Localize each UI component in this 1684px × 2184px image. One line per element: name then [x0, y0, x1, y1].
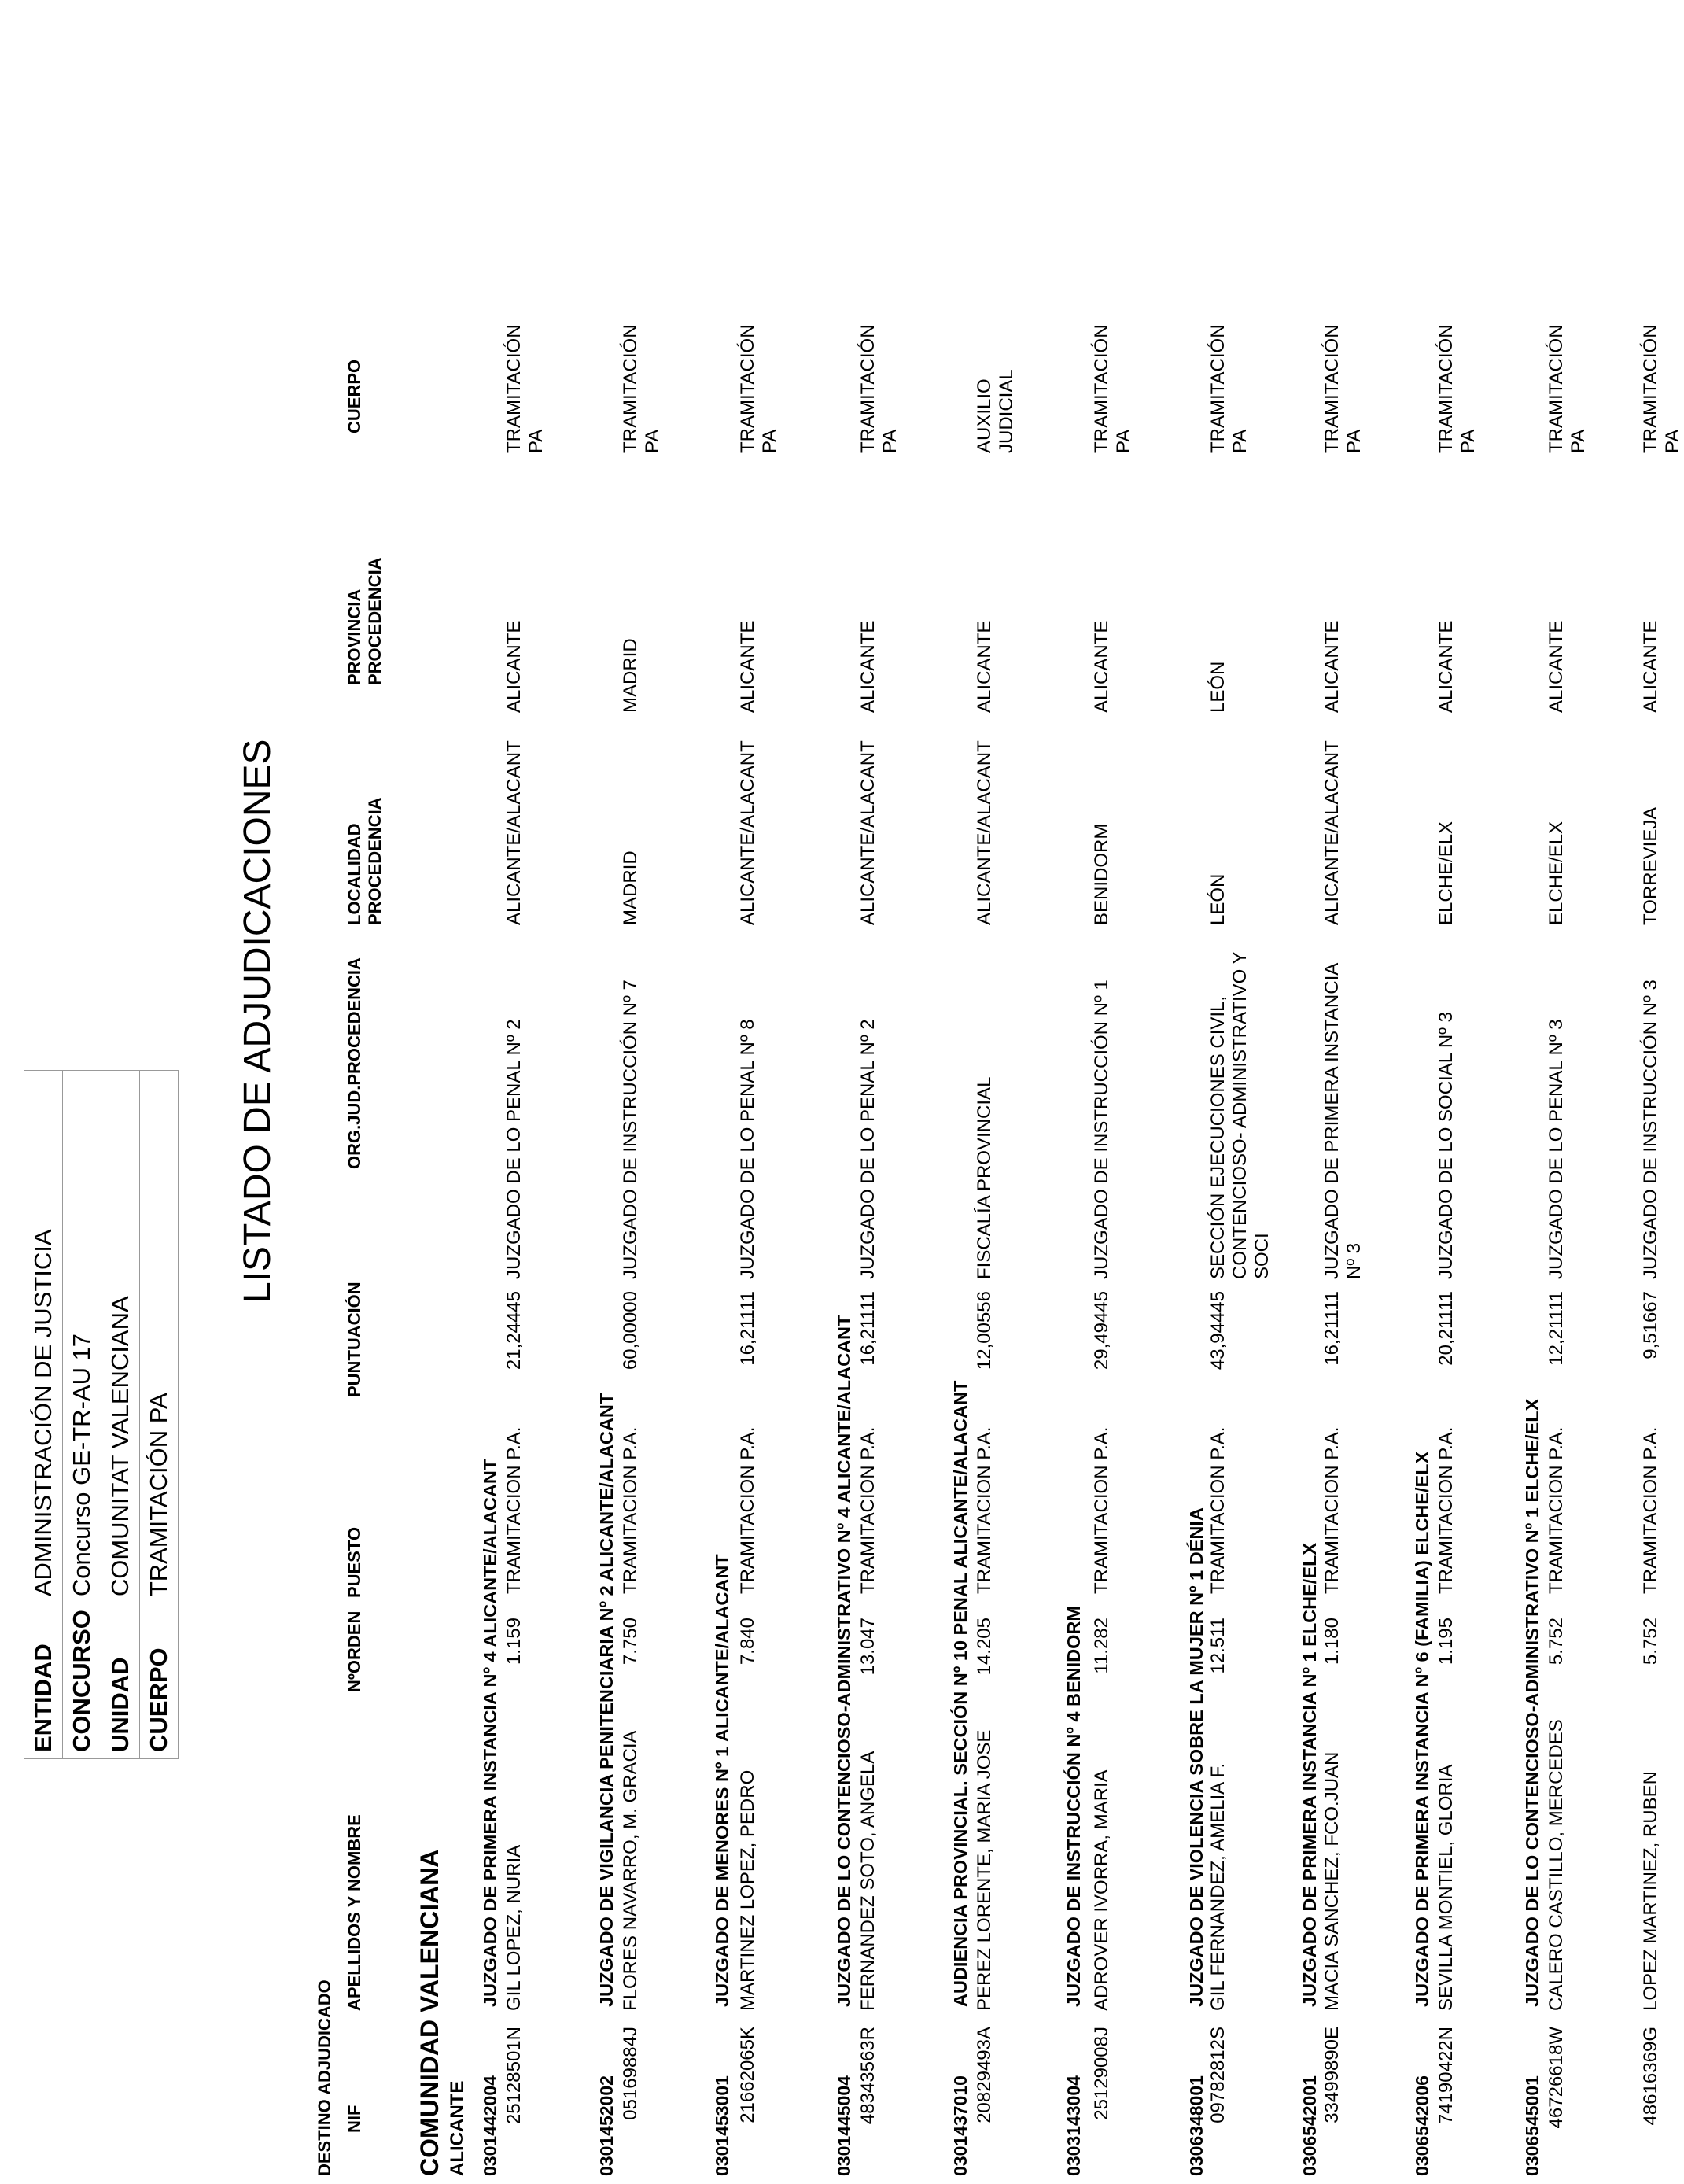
- org-cell: SECCIÓN EJECUCIONES CIVIL, CONTENCIOSO- ADMINISTRATIVO Y SOCI: [1207, 951, 1273, 1279]
- org-cell: JUZGADO DE INSTRUCCIÓN Nº 1: [1091, 979, 1112, 1279]
- section-title: COMUNIDAD VALENCIANA: [415, 1849, 444, 2176]
- nif-cell: 09782812S: [1207, 2027, 1229, 2123]
- col-orden-header: NºORDEN: [345, 1610, 364, 1692]
- puntuacion-cell: 20,21111: [1435, 1291, 1457, 1366]
- orden-cell: 1.195: [1435, 1618, 1457, 1666]
- cuerpo-cell: TRAMITACIÓN PA: [503, 324, 547, 453]
- puntuacion-cell: 12,00556: [974, 1291, 995, 1371]
- nombre-cell: LOPEZ MARTINEZ, RUBEN: [1640, 1771, 1661, 2011]
- orden-cell: 7.750: [620, 1618, 641, 1666]
- col-localidad-header: LOCALIDAD PROCEDENCIA: [345, 797, 385, 925]
- header-table: [24, 1070, 179, 1759]
- nif-cell: 25128501N: [503, 2027, 525, 2125]
- nif-cell: 05169884J: [620, 2027, 641, 2120]
- destino-name: JUZGADO DE MENORES Nº 1 ALICANTE/ALACANT: [712, 1554, 732, 2007]
- nombre-cell: MACIA SANCHEZ, FCO.JUAN: [1321, 1751, 1343, 2011]
- orden-cell: 1.159: [503, 1618, 525, 1666]
- puesto-cell: TRAMITACION P.A.: [974, 1426, 995, 1594]
- puesto-cell: TRAMITACION P.A.: [1546, 1426, 1567, 1594]
- localidad-cell: BENIDORM: [1091, 823, 1112, 925]
- puesto-cell: TRAMITACION P.A.: [737, 1426, 758, 1594]
- org-cell: FISCALÍA PROVINCIAL: [974, 1076, 995, 1279]
- orden-cell: 5.752: [1546, 1618, 1567, 1666]
- header-value: ADMINISTRACIÓN DE JUSTICIA: [24, 1071, 63, 1603]
- puesto-cell: TRAMITACION P.A.: [1640, 1426, 1661, 1594]
- provincia-cell: ALICANTE: [1321, 620, 1343, 713]
- destino-name: JUZGADO DE VIOLENCIA SOBRE LA MUJER Nº 1 DÉNIA: [1186, 1507, 1207, 2007]
- nombre-cell: MARTINEZ LOPEZ, PEDRO: [737, 1769, 758, 2011]
- puntuacion-cell: 16,21111: [737, 1291, 758, 1366]
- destino-name: JUZGADO DE PRIMERA INSTANCIA Nº 4 ALICANTE/ALACANT: [480, 1459, 500, 2007]
- puntuacion-cell: 16,21111: [857, 1291, 879, 1366]
- header-row: [101, 1071, 140, 1759]
- puesto-cell: TRAMITACION P.A.: [1207, 1426, 1229, 1594]
- nif-cell: 25129008J: [1091, 2027, 1112, 2120]
- nif-cell: 20829493A: [974, 2027, 995, 2123]
- orden-cell: 5.752: [1640, 1618, 1661, 1666]
- org-cell: JUZGADO DE LO PENAL Nº 2: [503, 1019, 525, 1279]
- provincia-cell: MADRID: [620, 638, 641, 713]
- org-cell: JUZGADO DE PRIMERA INSTANCIA Nº 3: [1321, 964, 1365, 1279]
- cuerpo-cell: TRAMITACIÓN PA: [1321, 324, 1365, 453]
- puesto-cell: TRAMITACION P.A.: [1321, 1426, 1343, 1594]
- nif-cell: 48343563R: [857, 2027, 879, 2125]
- nif-cell: 21662065K: [737, 2027, 758, 2123]
- puesto-cell: TRAMITACION P.A.: [1435, 1426, 1457, 1594]
- puesto-cell: TRAMITACION P.A.: [857, 1426, 879, 1594]
- provincia-cell: ALICANTE: [857, 620, 879, 713]
- org-cell: JUZGADO DE LO PENAL Nº 8: [737, 1019, 758, 1279]
- destino-code: 0306348001: [1186, 2075, 1207, 2176]
- cuerpo-cell: TRAMITACIÓN PA: [1546, 324, 1589, 453]
- cuerpo-cell: TRAMITACIÓN PA: [857, 324, 901, 453]
- localidad-cell: ALICANTE/ALACANT: [737, 740, 758, 925]
- nombre-cell: PEREZ LORENTE, MARIA JOSE: [974, 1729, 995, 2011]
- nombre-cell: GIL FERNANDEZ, AMELIA F.: [1207, 1762, 1229, 2011]
- province-title: ALICANTE: [447, 2080, 468, 2176]
- header-row: [24, 1071, 63, 1759]
- header-label: CONCURSO: [63, 1603, 101, 1759]
- col-puntuacion-header: PUNTUACIÓN: [345, 1282, 364, 1397]
- puntuacion-cell: 43,94445: [1207, 1291, 1229, 1371]
- header-value: TRAMITACIÓN PA: [140, 1071, 179, 1603]
- header-value: COMUNITAT VALENCIANA: [101, 1071, 140, 1603]
- cuerpo-cell: TRAMITACIÓN PA: [620, 324, 663, 453]
- nif-cell: 46726618W: [1546, 2027, 1567, 2129]
- destino-name: JUZGADO DE PRIMERA INSTANCIA Nº 1 ELCHE/ELX: [1299, 1542, 1320, 2007]
- orden-cell: 13.047: [857, 1618, 879, 1676]
- provincia-cell: LEÓN: [1207, 661, 1229, 713]
- nombre-cell: FLORES NAVARRO, M. GRACIA: [620, 1730, 641, 2011]
- provincia-cell: ALICANTE: [1546, 620, 1567, 713]
- localidad-cell: ALICANTE/ALACANT: [974, 740, 995, 925]
- puntuacion-cell: 21,24445: [503, 1291, 525, 1371]
- cuerpo-cell: AUXILIO JUDICIAL: [974, 369, 1017, 453]
- col-puesto-header: PUESTO: [345, 1526, 364, 1598]
- org-cell: JUZGADO DE LO SOCIAL Nº 3: [1435, 1012, 1457, 1279]
- destino-code: 0301453001: [712, 2075, 732, 2176]
- destino-code: 0306542006: [1412, 2075, 1432, 2176]
- localidad-cell: ELCHE/ELX: [1546, 821, 1567, 925]
- nif-cell: 48616369G: [1640, 2027, 1661, 2126]
- destino-code: 0301445004: [834, 2075, 854, 2176]
- puntuacion-cell: 60,00000: [620, 1291, 641, 1371]
- nombre-cell: GIL LOPEZ, NURIA: [503, 1844, 525, 2011]
- orden-cell: 7.840: [737, 1618, 758, 1666]
- puesto-cell: TRAMITACION P.A.: [503, 1426, 525, 1594]
- orden-cell: 12.511: [1207, 1618, 1229, 1674]
- destino-name: AUDIENCIA PROVINCIAL. SECCIÓN Nº 10 PENAL ALICANTE/ALACANT: [950, 1380, 971, 2007]
- org-cell: JUZGADO DE LO PENAL Nº 2: [857, 1019, 879, 1279]
- destino-name: JUZGADO DE INSTRUCCIÓN Nº 4 BENIDORM: [1063, 1606, 1084, 2007]
- puntuacion-cell: 29,49445: [1091, 1291, 1112, 1371]
- orden-cell: 14.205: [974, 1618, 995, 1676]
- destino-name: JUZGADO DE LO CONTENCIOSO-ADMINISTRATIVO Nº 4 ALICANTE/ALACANT: [834, 1315, 854, 2007]
- org-cell: JUZGADO DE LO PENAL Nº 3: [1546, 1019, 1567, 1279]
- cuerpo-cell: TRAMITACIÓN PA: [1640, 324, 1683, 453]
- destino-name: JUZGADO DE LO CONTENCIOSO-ADMINISTRATIVO Nº 1 ELCHE/ELX: [1522, 1398, 1542, 2007]
- col-cuerpo-header: CUERPO: [345, 359, 364, 433]
- destino-code: 0303143004: [1063, 2075, 1084, 2176]
- cuerpo-cell: TRAMITACIÓN PA: [1091, 324, 1134, 453]
- provincia-cell: ALICANTE: [1435, 620, 1457, 713]
- nif-cell: 33499890E: [1321, 2027, 1343, 2123]
- destino-code: 0301437010: [950, 2075, 971, 2176]
- provincia-cell: ALICANTE: [1091, 620, 1112, 713]
- localidad-cell: MADRID: [620, 850, 641, 925]
- localidad-cell: ELCHE/ELX: [1435, 821, 1457, 925]
- orden-cell: 11.282: [1091, 1618, 1112, 1674]
- cuerpo-cell: TRAMITACIÓN PA: [1207, 324, 1251, 453]
- provincia-cell: ALICANTE: [974, 620, 995, 713]
- destino-code: 0301452002: [596, 2075, 617, 2176]
- header-label: ENTIDAD: [24, 1603, 63, 1759]
- header-label: UNIDAD: [101, 1603, 140, 1759]
- header-row: [140, 1071, 179, 1759]
- nombre-cell: FERNANDEZ SOTO, ANGELA: [857, 1751, 879, 2011]
- destino-code: 0301442004: [480, 2075, 500, 2176]
- orden-cell: 1.180: [1321, 1618, 1343, 1666]
- localidad-cell: TORREVIEJA: [1640, 806, 1661, 925]
- puntuacion-cell: 9,51667: [1640, 1291, 1661, 1359]
- provincia-cell: ALICANTE: [1640, 620, 1661, 713]
- localidad-cell: ALICANTE/ALACANT: [857, 740, 879, 925]
- nombre-cell: ADROVER IVORRA, MARIA: [1091, 1769, 1112, 2011]
- col-nif-header: NIF: [345, 2105, 364, 2133]
- org-cell: JUZGADO DE INSTRUCCIÓN Nº 7: [620, 979, 641, 1279]
- destino-code: 0306545001: [1522, 2075, 1542, 2176]
- nif-cell: 74190422N: [1435, 2027, 1457, 2125]
- localidad-cell: LEÓN: [1207, 873, 1229, 925]
- col-destino-header: DESTINO ADJUDICADO: [315, 1979, 334, 2176]
- nombre-cell: SEVILLA MONTIEL, GLORIA: [1435, 1764, 1457, 2011]
- col-org-header: ORG.JUD.PROCEDENCIA: [345, 957, 364, 1169]
- nombre-cell: CALERO CASTILLO, MERCEDES: [1546, 1719, 1567, 2011]
- destino-name: JUZGADO DE VIGILANCIA PENITENCIARIA Nº 2 ALICANTE/ALACANT: [596, 1393, 617, 2007]
- col-nombre-header: APELLIDOS Y NOMBRE: [345, 1814, 364, 2011]
- puesto-cell: TRAMITACION P.A.: [1091, 1426, 1112, 1594]
- puntuacion-cell: 16,21111: [1321, 1291, 1343, 1366]
- puntuacion-cell: 12,21111: [1546, 1291, 1567, 1366]
- puesto-cell: TRAMITACION P.A.: [620, 1426, 641, 1594]
- cuerpo-cell: TRAMITACIÓN PA: [737, 324, 780, 453]
- provincia-cell: ALICANTE: [737, 620, 758, 713]
- cuerpo-cell: TRAMITACIÓN PA: [1435, 324, 1479, 453]
- destino-name: JUZGADO DE PRIMERA INSTANCIA Nº 6 (FAMILIA) ELCHE/ELX: [1412, 1451, 1432, 2007]
- localidad-cell: ALICANTE/ALACANT: [1321, 740, 1343, 925]
- destino-code: 0306542001: [1299, 2075, 1320, 2176]
- header-value: Concurso GE-TR-AU 17: [63, 1071, 101, 1603]
- org-cell: JUZGADO DE INSTRUCCIÓN Nº 3: [1640, 979, 1661, 1279]
- header-row: [63, 1071, 101, 1759]
- col-provincia-header: PROVINCIA PROCEDENCIA: [345, 557, 385, 685]
- localidad-cell: ALICANTE/ALACANT: [503, 740, 525, 925]
- header-label: CUERPO: [140, 1603, 179, 1759]
- provincia-cell: ALICANTE: [503, 620, 525, 713]
- page-title: LISTADO DE ADJUDICACIONES: [237, 739, 278, 1303]
